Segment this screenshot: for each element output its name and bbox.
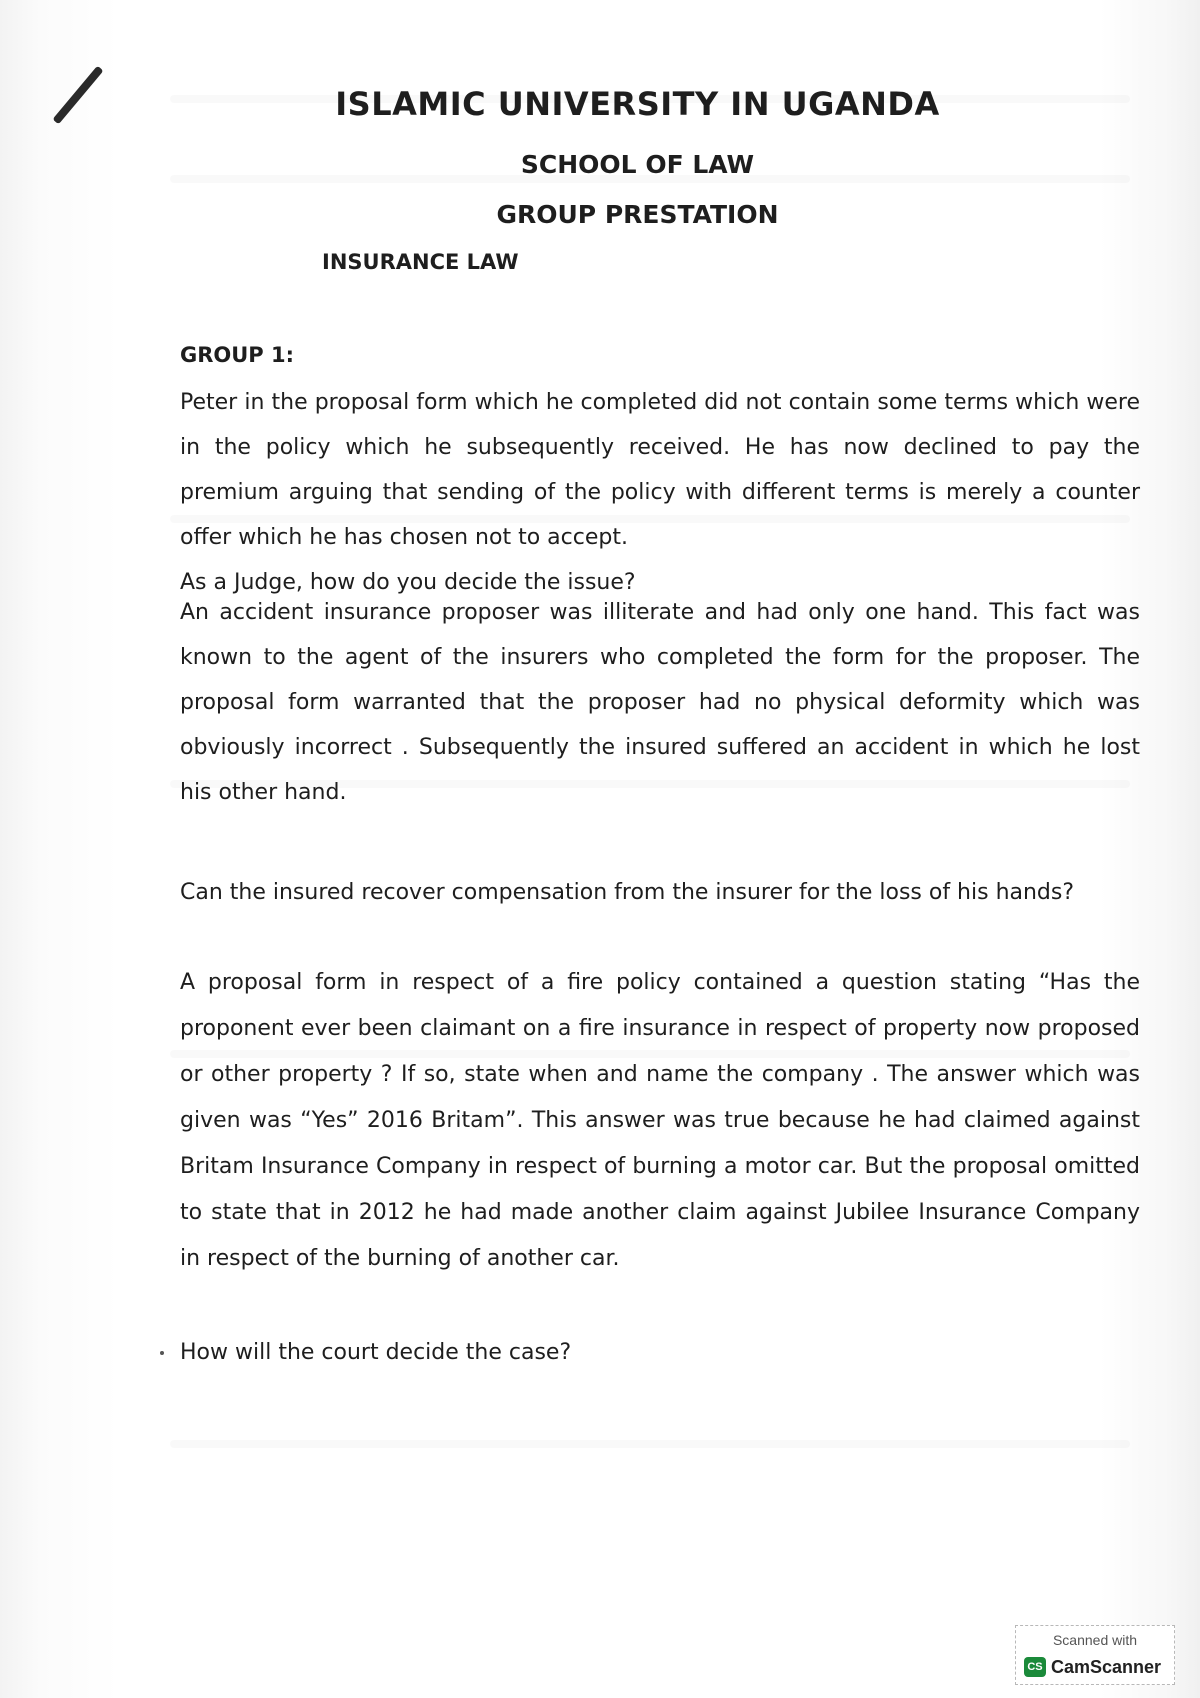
question-3-prompt: How will the court decide the case? (180, 1340, 572, 1365)
question-2-prompt-block (180, 870, 1140, 915)
question-1-prompt: As a Judge, how do you decide the issue? (180, 570, 636, 595)
question-1-text: Peter in the proposal form which he completed did not contain some terms which were in the policy which he subsequently received. He has now declined to pay the premium arguing that sending of the policy with different terms is merely a counter offer which he has chosen not to accept. (180, 390, 1140, 550)
watermark-caption: Scanned with (1052, 1632, 1138, 1648)
question-3-text: A proposal form in respect of a fire policy contained a question stating “Has the proponent ever been claimant on a fire insurance in respect of property now proposed or other property ? If so, state when and name the company . The answer which was given was “Yes” 2016 Britam”. This answer was true because he had claimed against Britam Insurance Company in respect of burning a motor car. But the proposal omitted to state that in 2012 he had made another claim against Jubilee Insurance Company in respect of the burning of another car. (180, 970, 1140, 1271)
school-name: SCHOOL OF LAW (520, 150, 755, 179)
question-2-text: An accident insurance proposer was illiterate and had only one hand. This fact was known to the agent of the insurers who completed the form for the proposer. The proposal form warranted that the proposer had no physical deformity which was obviously incorrect . Subsequently the insured suffered an accident in which he lost his other hand. (180, 600, 1140, 805)
question-3-prompt-block (180, 1330, 1140, 1375)
university-title: ISLAMIC UNIVERSITY IN UGANDA (335, 85, 940, 123)
question-2 (180, 590, 1140, 815)
camscanner-logo-icon: CS (1024, 1657, 1046, 1677)
presentation-title: GROUP PRESTATION (496, 200, 779, 229)
watermark-brand-name: CamScanner (1051, 1656, 1162, 1677)
watermark-brand (1024, 1656, 1161, 1678)
question-3 (180, 960, 1140, 1282)
course-subject: INSURANCE LAW (322, 250, 519, 274)
group-label: GROUP 1: (180, 343, 295, 367)
question-1 (180, 380, 1140, 605)
bleed-through-line (170, 1440, 1130, 1448)
camscanner-watermark (1015, 1625, 1175, 1685)
question-2-prompt: Can the insured recover compensation from the insurer for the loss of his hands? (180, 880, 1075, 905)
stray-dot (160, 1351, 164, 1355)
